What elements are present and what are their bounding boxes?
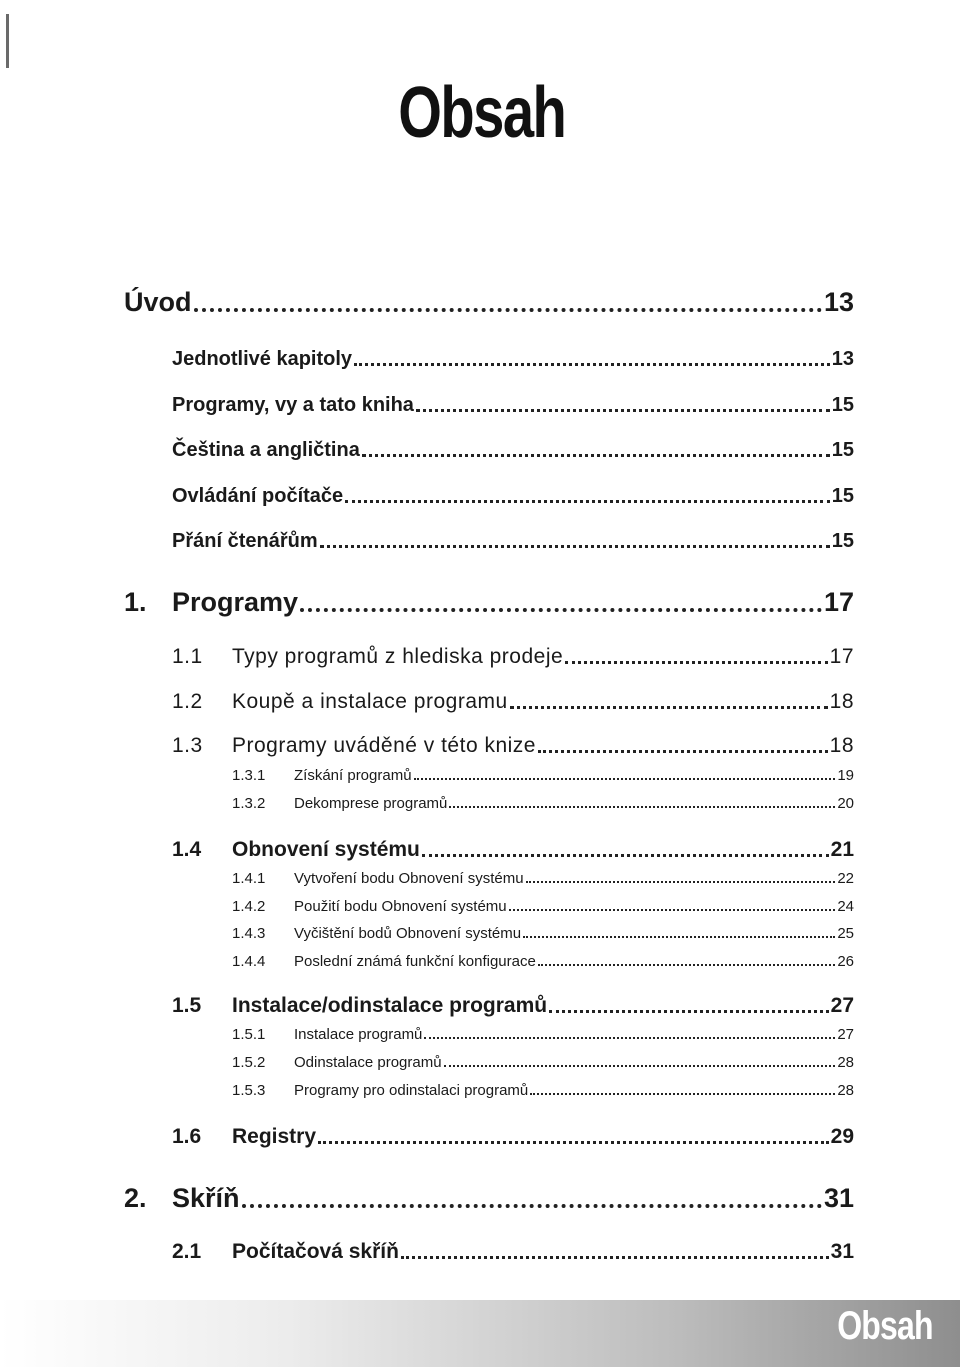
toc-dot-leader (422, 854, 829, 857)
page-title: Obsah (398, 73, 566, 153)
toc-entry-page-number: 31 (830, 1240, 854, 1263)
toc-dot-leader (414, 778, 836, 780)
toc-entry (124, 795, 854, 812)
toc-entry (124, 953, 854, 970)
toc-dot-leader (416, 409, 830, 412)
toc-entry-number: 2.1 (172, 1240, 202, 1263)
toc-entry-title: Vytvoření bodu Obnovení systému (294, 870, 524, 887)
margin-mark (6, 14, 9, 68)
toc-dot-leader (354, 363, 830, 366)
toc-entry-page-number: 26 (837, 953, 854, 970)
toc-dot-leader (424, 1037, 835, 1039)
toc-entry (124, 587, 854, 618)
toc-dot-leader (345, 500, 830, 503)
toc-entry-page-number: 17 (829, 645, 854, 668)
toc-dot-leader (362, 454, 830, 457)
toc-entry-page-number: 28 (837, 1082, 854, 1099)
toc-entry-number: 1.6 (172, 1125, 202, 1148)
toc-dot-leader (530, 1093, 835, 1095)
toc-entry-title: Koupě a instalace programu (232, 690, 508, 713)
toc-entry (124, 645, 854, 669)
toc-entry-number: 1.4.4 (232, 953, 266, 970)
toc-entry (124, 925, 854, 942)
toc-entry (124, 838, 854, 862)
toc-entry-page-number: 15 (831, 439, 854, 461)
toc-entry-title: Obnovení systému (232, 838, 420, 861)
toc-entry (124, 690, 854, 714)
footer-label: Obsah (837, 1304, 933, 1348)
footer-band (0, 1300, 960, 1367)
toc-entry (124, 1054, 854, 1071)
toc-dot-leader (565, 661, 827, 664)
toc-entry-title: Ovládání počítače (172, 485, 344, 507)
toc-entry-page-number: 13 (831, 348, 854, 370)
toc-entry (124, 1026, 854, 1043)
toc-entry-title: Poslední známá funkční konfigurace (294, 953, 536, 970)
toc-entry-page-number: 24 (837, 898, 854, 915)
toc-dot-leader (320, 545, 830, 548)
toc-entry-number: 1.3 (172, 734, 203, 757)
toc-dot-leader (526, 881, 836, 883)
toc-entry-title: Jednotlivé kapitoly (172, 348, 353, 370)
toc-entry-number: 1.5 (172, 994, 202, 1017)
toc-entry-number: 1. (124, 587, 147, 617)
toc-entry (124, 530, 854, 553)
toc-entry (124, 767, 854, 784)
toc-entry-number: 1.2 (172, 690, 203, 713)
toc-entry-title: Instalace/odinstalace programů (232, 994, 548, 1017)
toc-entry-number: 1.5.1 (232, 1026, 266, 1043)
toc-dot-leader (538, 964, 836, 966)
toc-entry-title: Získání programů (294, 767, 412, 784)
toc-entry (124, 348, 854, 371)
toc-entry-title: Dekomprese programů (294, 795, 448, 812)
toc-entry-title: Instalace programů (294, 1026, 423, 1043)
toc-dot-leader (318, 1141, 829, 1144)
toc-entry-title: Čeština a angličtina (172, 439, 360, 461)
toc-entry (124, 439, 854, 462)
toc-entry-title: Úvod (124, 287, 192, 317)
toc-entry (124, 287, 854, 318)
toc-entry-page-number: 28 (837, 1054, 854, 1071)
toc-entry (124, 870, 854, 887)
toc-entry (124, 898, 854, 915)
toc-dot-leader (300, 608, 822, 612)
toc-entry-title: Odinstalace programů (294, 1054, 442, 1071)
toc-dot-leader (538, 750, 828, 753)
toc-dot-leader (549, 1010, 829, 1013)
toc-entry-page-number: 15 (831, 530, 854, 552)
toc-dot-leader (194, 308, 822, 312)
toc-entry-page-number: 15 (831, 485, 854, 507)
toc-entry-page-number: 27 (837, 1026, 854, 1043)
toc-dot-leader (509, 909, 836, 911)
toc-entry-title: Programy pro odinstalaci programů (294, 1082, 529, 1099)
toc-entry-page-number: 22 (837, 870, 854, 887)
toc-entry-title: Programy, vy a tato kniha (172, 394, 414, 416)
toc-entry-number: 1.4.2 (232, 898, 266, 915)
toc-dot-leader (401, 1256, 829, 1259)
toc-entry-page-number: 21 (830, 838, 854, 861)
toc-entry-number: 1.3.1 (232, 767, 266, 784)
toc-entry-number: 1.1 (172, 645, 203, 668)
toc-entry-number: 1.5.2 (232, 1054, 266, 1071)
toc-entry-page-number: 13 (823, 287, 854, 317)
toc-entry-number: 1.4.1 (232, 870, 266, 887)
toc-entry-title: Registry (232, 1125, 317, 1148)
toc-entry-page-number: 27 (830, 994, 854, 1017)
toc-entry-number: 1.4 (172, 838, 202, 861)
toc-entry-title: Skříň (172, 1183, 240, 1213)
toc-entry-page-number: 20 (837, 795, 854, 812)
toc-entry (124, 1183, 854, 1214)
toc-entry (124, 485, 854, 508)
toc-entry-page-number: 31 (823, 1183, 854, 1213)
toc-entry-page-number: 29 (830, 1125, 854, 1148)
toc-entry (124, 1082, 854, 1099)
toc-dot-leader (242, 1204, 822, 1208)
toc-entry (124, 734, 854, 758)
toc-entry-page-number: 19 (837, 767, 854, 784)
toc-entry-page-number: 18 (829, 690, 854, 713)
toc-dot-leader (523, 936, 835, 938)
toc-entry (124, 1240, 854, 1264)
toc-entry (124, 1125, 854, 1149)
toc-dot-leader (449, 806, 835, 808)
toc-entry-number: 1.5.3 (232, 1082, 266, 1099)
toc-entry-page-number: 17 (823, 587, 854, 617)
toc-entry-number: 1.3.2 (232, 795, 266, 812)
toc-entry-title: Přání čtenářům (172, 530, 318, 552)
toc-entry-title: Počítačová skříň (232, 1240, 399, 1263)
toc-entry-page-number: 25 (837, 925, 854, 942)
toc-dot-leader (510, 706, 828, 709)
toc-dot-leader (444, 1065, 836, 1067)
toc-entry (124, 994, 854, 1018)
toc-entry (124, 394, 854, 417)
toc-entry-title: Použití bodu Obnovení systému (294, 898, 507, 915)
toc-entry-page-number: 18 (829, 734, 854, 757)
toc-entry-title: Programy uváděné v této knize (232, 734, 536, 757)
toc-entry-number: 1.4.3 (232, 925, 266, 942)
toc-entry-page-number: 15 (831, 394, 854, 416)
toc-entry-title: Programy (172, 587, 299, 617)
toc-entry-number: 2. (124, 1183, 147, 1213)
toc-entry-title: Typy programů z hlediska prodeje (232, 645, 564, 668)
toc-entry-title: Vyčištění bodů Obnovení systému (294, 925, 522, 942)
